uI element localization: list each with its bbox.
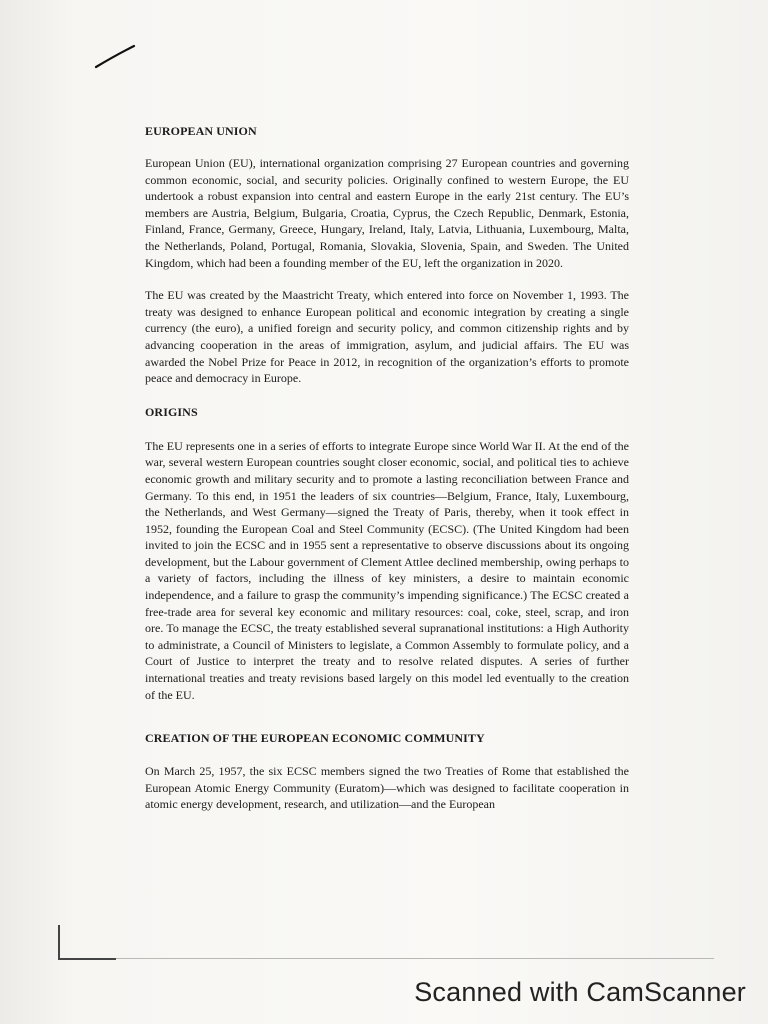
camscanner-watermark: Scanned with CamScanner: [414, 977, 746, 1007]
page-corner-edge-left: [58, 925, 60, 959]
pen-stroke-mark: [94, 44, 136, 70]
section-heading-origins: ORIGINS: [145, 404, 198, 419]
section-heading-european-union: EUROPEAN UNION: [145, 124, 257, 138]
paragraph-treaties-of-rome: On March 25, 1957, the six ECSC members signed the two Treaties of Rome that established the European Atomic Energy Community (Euratom)—which was designed to facilitate cooperation in atomic energy development, research, and utilization—and the European: [145, 764, 629, 812]
page-bottom-edge: [116, 958, 714, 959]
page-corner-edge-bottom: [58, 958, 116, 960]
paragraph-origins: The EU represents one in a series of efforts to integrate Europe since World War II. At the end of the war, several western European countries sought closer economic, social, and political ties to achieve economic growth and military security and to promote a lasting reconciliation between France and Germany. To this end, in 1951 the leaders of six countries—Belgium, France, Italy, Luxembourg, the Netherlands, and West Germany—signed the Treaty of Paris, thereby, when it took effect in 1952, founding the European Coal and Steel Community (ECSC). (The United Kingdom had been invited to join the ECSC and in 1955 sent a representative to observe discussions about its ongoing development, but the Labour government of Clement Attlee declined membership, owing perhaps to a variety of factors, including the illness of key ministers, a desire to maintain economic independence, and a failure to grasp the community’s impending significance.) The ECSC created a free-trade area for several key economic and military resources: coal, coke, steel, scrap, and iron ore. To manage the ECSC, the treaty established several supranational institutions: a High Authority to administrate, a Council of Ministers to legislate, a Common Assembly to formulate policy, and a Court of Justice to interpret the treaty and to resolve related disputes. A series of further international treaties and treaty revisions based largely on this model led eventually to the creation of the EU.: [145, 438, 629, 702]
paragraph-maastricht-treaty: The EU was created by the Maastricht Treaty, which entered into force on November 1, 1993. The treaty was designed to enhance European political and economic integration by creating a single currency (the euro), a unified foreign and security policy, and common citizenship rights and by advancing cooperation in the areas of immigration, asylum, and judicial affairs. The EU was awarded the Nobel Prize for Peace in 2012, in recognition of the organization’s efforts to promote peace and democracy in Europe.: [145, 288, 629, 386]
paragraph-eu-overview: European Union (EU), international organization comprising 27 European countries and governing common economic, social, and security policies. Originally confined to western Europe, the EU undertook a robust expansion into central and eastern Europe in the early 21st century. The EU’s members are Austria, Belgium, Bulgaria, Croatia, Cyprus, the Czech Republic, Denmark, Estonia, Finland, France, Germany, Greece, Hungary, Ireland, Italy, Latvia, Lithuania, Luxembourg, Malta, the Netherlands, Poland, Portugal, Romania, Slovakia, Slovenia, Spain, and Sweden. The United Kingdom, which had been a founding member of the EU, left the organization in 2020.: [145, 156, 629, 270]
document-body: [145, 112, 629, 813]
section-heading-eec-creation: CREATION OF THE EUROPEAN ECONOMIC COMMUNITY: [145, 731, 485, 746]
